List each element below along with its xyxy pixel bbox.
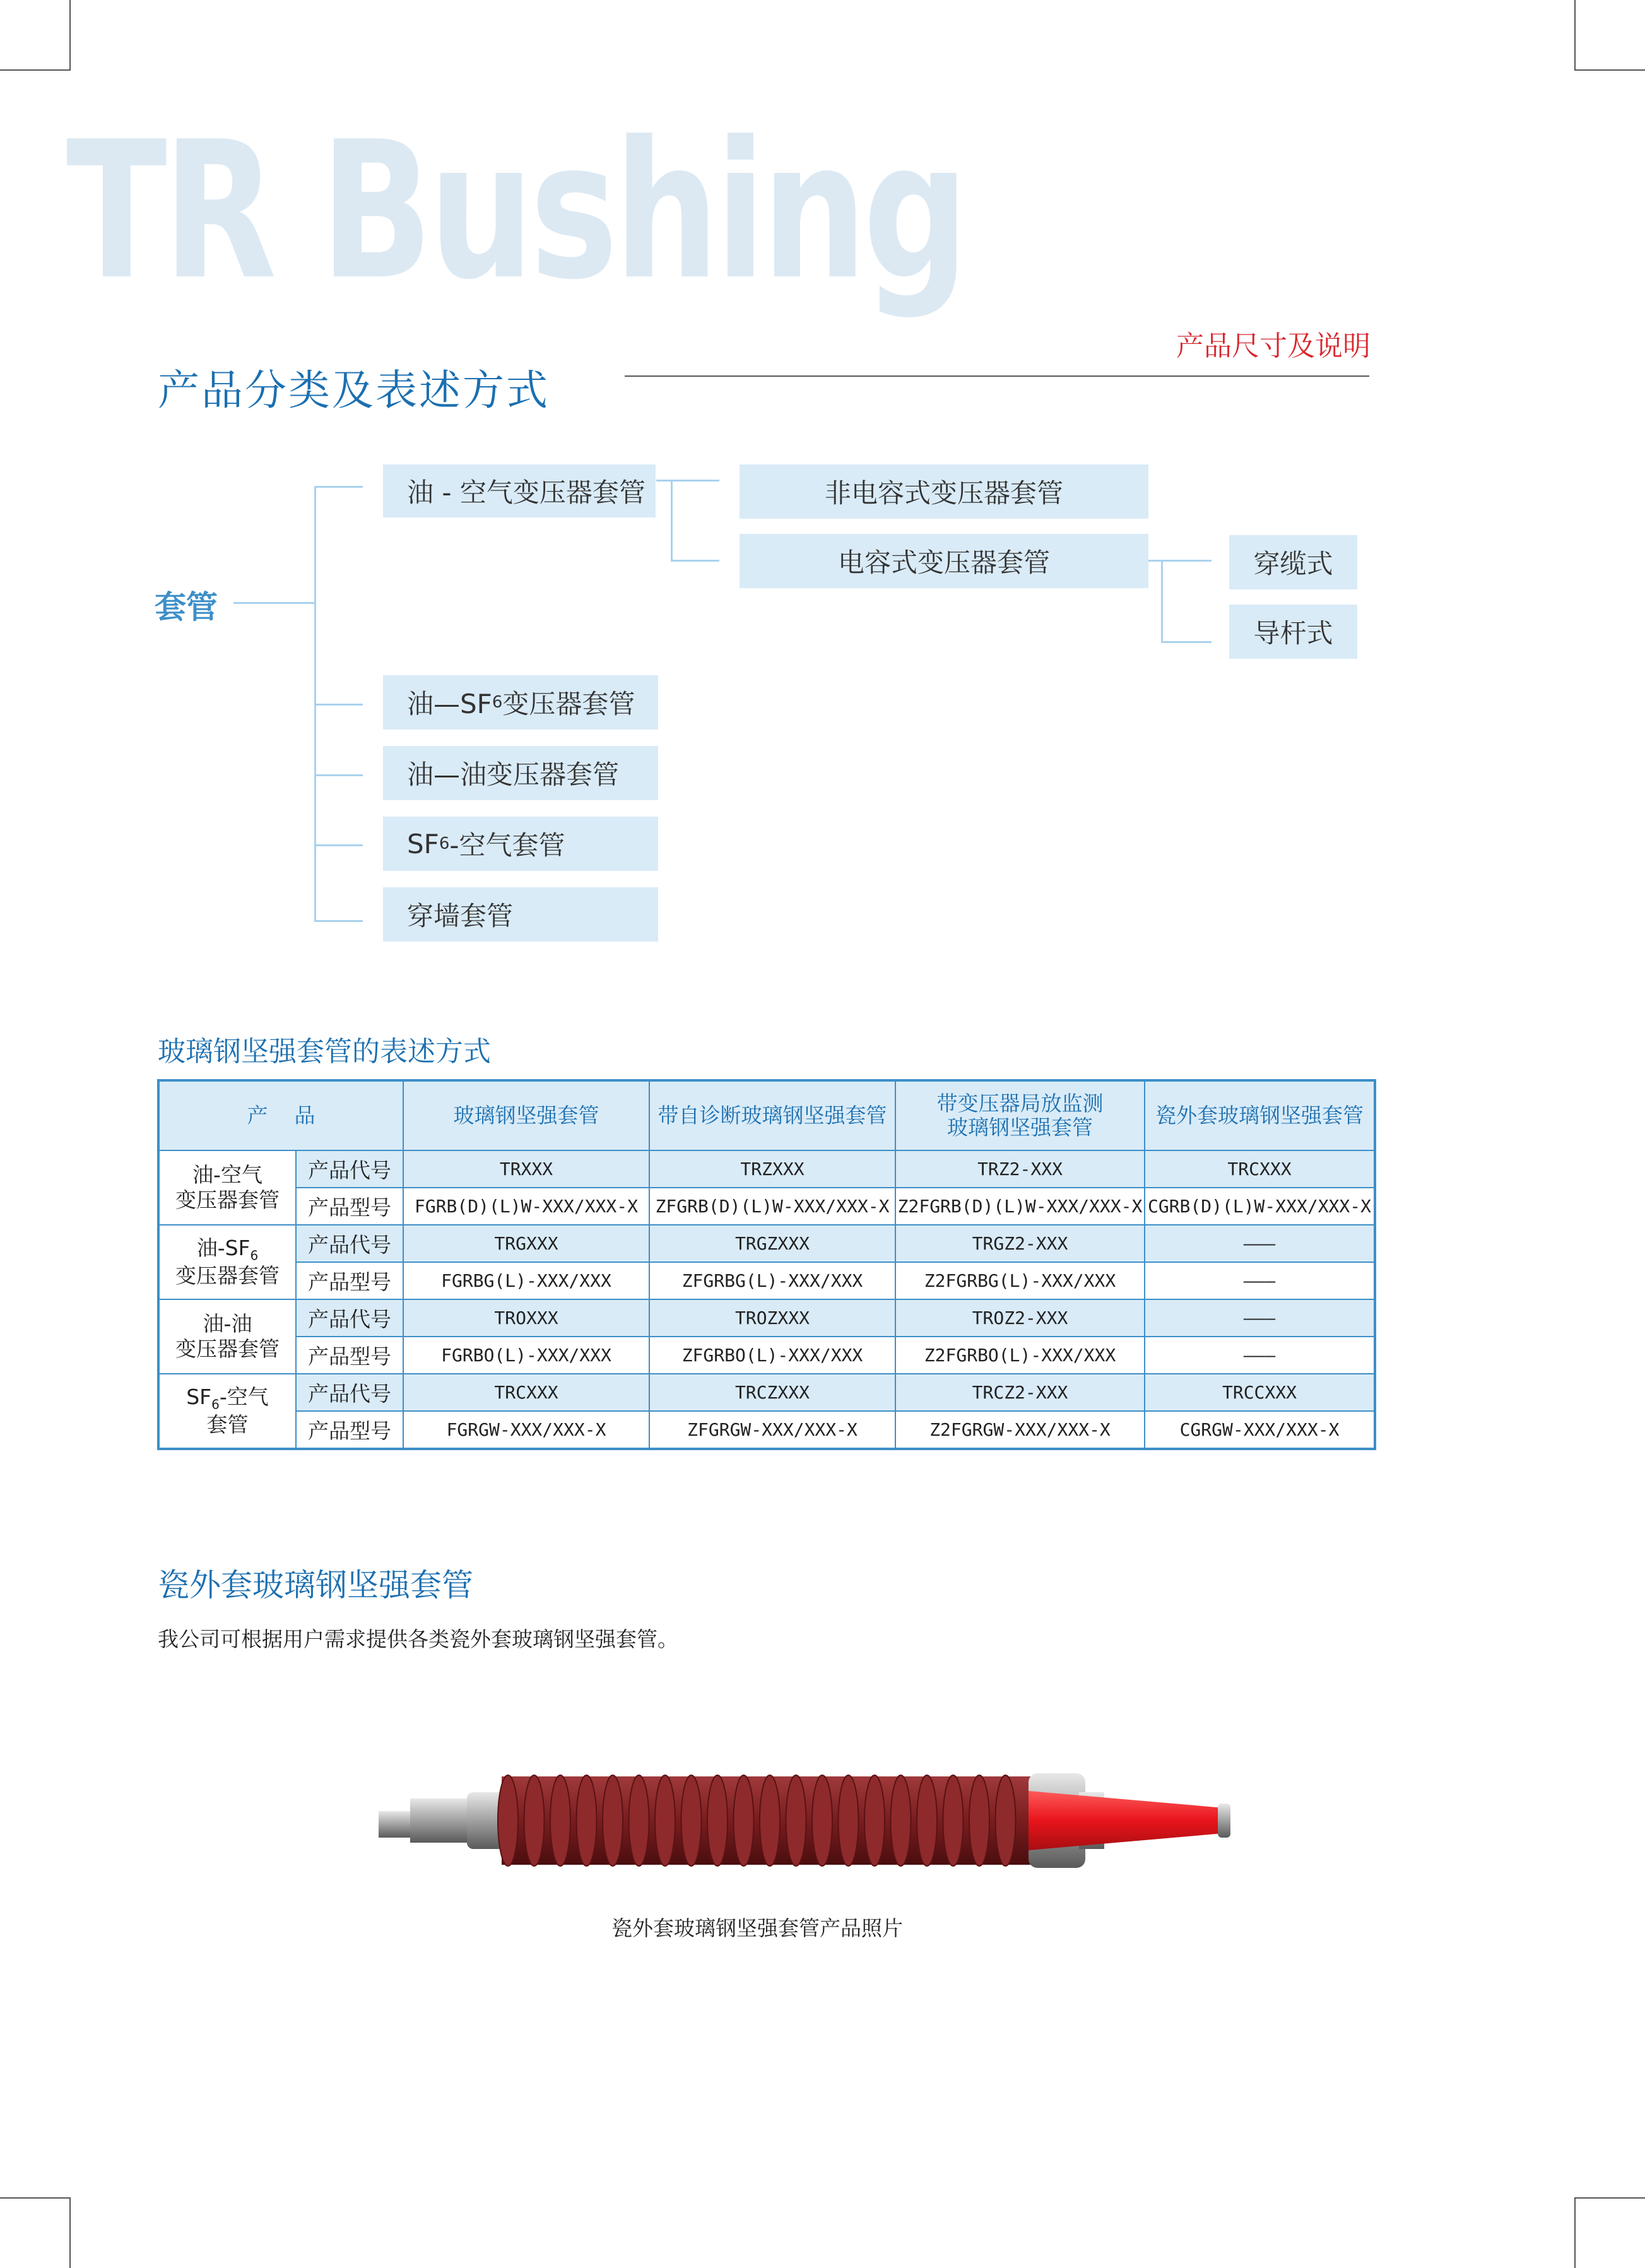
table-cell: TRZXXX — [649, 1150, 895, 1188]
tree-connector — [671, 560, 719, 562]
tree-connector — [314, 920, 363, 922]
row-label: 产品代号 — [296, 1225, 403, 1262]
tree-connector — [314, 844, 363, 846]
table-cell: ——— — [1145, 1262, 1375, 1299]
header-col-2: 带自诊断玻璃钢坚强套管 — [649, 1080, 895, 1150]
row-group-name: 油$-SF_6$ 变压器套管 — [158, 1225, 296, 1299]
porcelain-section-title: 瓷外套玻璃钢坚强套管 — [158, 1567, 473, 1604]
designation-table — [157, 1079, 1376, 1450]
tree-node-conductor-rod: 导杆式 — [1229, 605, 1357, 659]
header-col-1: 玻璃钢坚强套管 — [403, 1080, 649, 1150]
crop-mark-top-right — [1574, 0, 1645, 71]
terminal-head — [410, 1798, 467, 1843]
tree-node-wall: 穿墙套管 — [383, 887, 658, 942]
table-cell: TRGZ2-XXX — [895, 1225, 1145, 1262]
row-label: 产品代号 — [296, 1299, 403, 1337]
oil-side-insulator — [1029, 1791, 1224, 1850]
tree-node-non-capacitive: 非电容式变压器套管 — [740, 464, 1148, 519]
table-title: 玻璃钢坚强套管的表述方式 — [158, 1036, 491, 1068]
table-cell: FGRBO(L)-XXX/XXX — [403, 1337, 649, 1374]
porcelain-sheds — [498, 1775, 1032, 1866]
table-header-row — [158, 1080, 1375, 1150]
brand-watermark: TR Bushing — [66, 101, 965, 321]
table-cell: TRGZXXX — [649, 1225, 895, 1262]
photo-caption: 瓷外套玻璃钢坚强套管产品照片 — [611, 1916, 903, 1940]
porcelain-section-description: 我公司可根据用户需求提供各类瓷外套玻璃钢坚强套管。 — [158, 1627, 678, 1651]
table-cell: TRCZ2-XXX — [895, 1374, 1145, 1411]
table-cell: TRCCXXX — [1145, 1374, 1375, 1411]
table-cell: TRCXXX — [403, 1374, 649, 1411]
row-label: 产品型号 — [296, 1337, 403, 1374]
section-title: 产品分类及表述方式 — [158, 366, 550, 415]
tree-node-sf6-air: SF 6 -空气套管 — [383, 817, 658, 871]
table-cell: ZFGRB(D)(L)W-XXX/XXX-X — [649, 1188, 895, 1225]
row-label: 产品代号 — [296, 1374, 403, 1411]
table-cell: ZFGRGW-XXX/XXX-X — [649, 1411, 895, 1449]
table-row — [158, 1225, 1375, 1262]
row-label: 产品型号 — [296, 1262, 403, 1299]
table-cell: ZFGRBG(L)-XXX/XXX — [649, 1262, 895, 1299]
tree-node-oil-sf6: 油—SF 6 变压器套管 — [383, 675, 658, 729]
table-cell: TRXXX — [403, 1150, 649, 1188]
table-cell: CGRGW-XXX/XXX-X — [1145, 1411, 1375, 1449]
table-cell: FGRB(D)(L)W-XXX/XXX-X — [403, 1188, 649, 1225]
tree-connector — [314, 704, 363, 706]
tree-node-cable-through: 穿缆式 — [1229, 535, 1357, 589]
table-cell: TRZ2-XXX — [895, 1150, 1145, 1188]
tree-node-capacitive: 电容式变压器套管 — [740, 534, 1148, 588]
tree-connector — [1161, 560, 1163, 643]
table-row — [158, 1337, 1375, 1374]
header-product: 产 品 — [158, 1080, 403, 1150]
table-cell: Z2FGRBG(L)-XXX/XXX — [895, 1262, 1145, 1299]
table-cell: TRCZXXX — [649, 1374, 895, 1411]
row-label: 产品型号 — [296, 1411, 403, 1449]
table-cell: Z2FGRB(D)(L)W-XXX/XXX-X — [895, 1188, 1145, 1225]
tree-connector — [1161, 641, 1212, 643]
table-row — [158, 1150, 1375, 1188]
table-cell: FGRBG(L)-XXX/XXX — [403, 1262, 649, 1299]
crop-mark-bottom-left — [0, 2197, 71, 2268]
table-cell: CGRB(D)(L)W-XXX/XXX-X — [1145, 1188, 1375, 1225]
table-cell: ——— — [1145, 1337, 1375, 1374]
table-cell: TRCXXX — [1145, 1150, 1375, 1188]
table-cell: Z2FGRGW-XXX/XXX-X — [895, 1411, 1145, 1449]
crop-mark-bottom-right — [1574, 2197, 1645, 2268]
table-cell: TROXXX — [403, 1299, 649, 1337]
table-row — [158, 1374, 1375, 1411]
row-group-name: 油-油 变压器套管 — [158, 1299, 296, 1374]
row-group-name: 油-空气 变压器套管 — [158, 1150, 296, 1225]
table-cell: TROZXXX — [649, 1299, 895, 1337]
header-col-4: 瓷外套玻璃钢坚强套管 — [1145, 1080, 1375, 1150]
table-cell: Z2FGRBO(L)-XXX/XXX — [895, 1337, 1145, 1374]
table-cell: FGRGW-XXX/XXX-X — [403, 1411, 649, 1449]
table-cell: ZFGRBO(L)-XXX/XXX — [649, 1337, 895, 1374]
tree-connector — [314, 486, 363, 488]
table-row — [158, 1262, 1375, 1299]
table-cell: TRGXXX — [403, 1225, 649, 1262]
tree-connector — [233, 602, 315, 604]
table-cell: ——— — [1145, 1299, 1375, 1337]
page-category-label: 产品尺寸及说明 — [1176, 330, 1371, 362]
table-cell: ——— — [1145, 1225, 1375, 1262]
tree-connector — [314, 774, 363, 776]
row-label: 产品代号 — [296, 1150, 403, 1188]
tree-connector — [656, 480, 719, 481]
bushing-product-photo — [372, 1716, 1230, 1868]
table-row — [158, 1299, 1375, 1337]
crop-mark-top-left — [0, 0, 71, 71]
row-group-name: $SF_6-$空气 套管 — [158, 1374, 296, 1449]
header-col-3: 带变压器局放监测 玻璃钢坚强套管 — [895, 1080, 1145, 1150]
bottom-terminal — [1218, 1804, 1230, 1838]
tree-connector — [1148, 560, 1212, 562]
table-cell: TROZ2-XXX — [895, 1299, 1145, 1337]
table-row — [158, 1411, 1375, 1449]
table-row — [158, 1188, 1375, 1225]
tree-connector — [671, 480, 673, 562]
row-label: 产品型号 — [296, 1188, 403, 1225]
section-divider — [625, 375, 1369, 377]
tree-root-label: 套管 — [155, 588, 218, 625]
tree-node-oil-air: 油 - 空气变压器套管 — [383, 464, 656, 517]
tree-node-oil-oil: 油—油变压器套管 — [383, 746, 658, 800]
